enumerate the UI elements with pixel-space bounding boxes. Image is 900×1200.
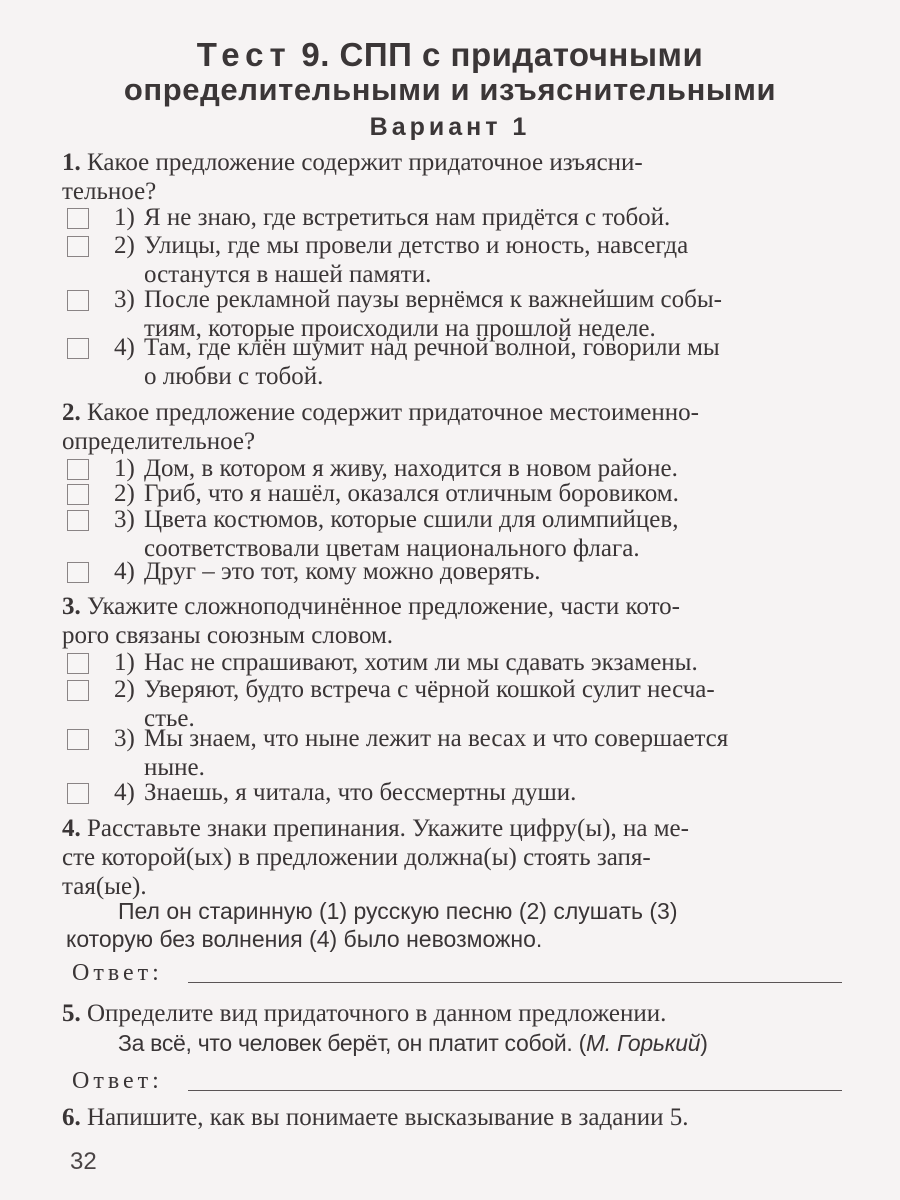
question-5 (62, 999, 842, 1028)
option-number: 4) (114, 334, 135, 361)
option-number: 3) (114, 286, 135, 313)
option-text: Уверяют, будто встреча с чёрной кошкой сулит несча- (144, 676, 715, 703)
question-text-cont: сте которой(ых) в предложении должна(ы) стоять запя- (62, 844, 651, 871)
option-text-cont: соответствовали цветам национального флага. (144, 535, 640, 562)
option-text-cont: о любви с тобой. (144, 363, 324, 390)
test-title-prefix: Тест (196, 36, 292, 73)
option-text-cont: стье. (144, 705, 195, 732)
quote-close: ) (700, 1030, 708, 1056)
question-text-cont: тельное? (62, 178, 157, 205)
question-text-cont: тая(ые). (62, 873, 147, 900)
answer-checkbox[interactable] (67, 208, 89, 229)
quote-author: М. Горький (585, 1030, 701, 1056)
answer-label: Ответ: (72, 1068, 163, 1094)
answer-checkbox[interactable] (67, 510, 89, 531)
test-title-rest: 9. СПП с придаточными (291, 36, 704, 73)
question-2 (62, 398, 842, 456)
option-number: 1) (114, 649, 135, 676)
option-text: Я не знаю, где встретиться нам придётся с тобой. (144, 204, 671, 231)
question-number: 3. (62, 593, 81, 620)
option-number: 4) (114, 779, 135, 806)
question-6 (62, 1103, 842, 1132)
answer-checkbox[interactable] (67, 562, 89, 583)
option-text: Нас не спрашивают, хотим ли мы сдавать экзамены. (144, 649, 698, 676)
quote-sentence (118, 1028, 708, 1058)
q1-option-1[interactable] (62, 203, 842, 233)
question-text-cont: рого связаны союзным словом. (62, 622, 394, 649)
option-text: Улицы, где мы провели детство и юность, навсегда (144, 232, 689, 259)
option-text: После рекламной паузы вернёмся к важнейшим собы- (144, 286, 722, 313)
question-1 (62, 148, 842, 206)
q5-answer[interactable] (72, 1068, 842, 1098)
example-sentence-line1: Пел он старинную (1) русскую песню (2) слушать (3) (118, 898, 678, 924)
option-number: 2) (114, 676, 135, 703)
q2-option-3[interactable] (62, 505, 842, 563)
option-text: Гриб, что я нашёл, оказался отличным боровиком. (144, 480, 679, 507)
option-text: Дом, в котором я живу, находится в новом районе. (144, 455, 678, 482)
answer-checkbox[interactable] (67, 484, 89, 505)
question-text: Напишите, как вы понимаете высказывание в задании 5. (87, 1104, 689, 1131)
question-number: 1. (62, 149, 81, 176)
q3-option-1[interactable] (62, 648, 842, 678)
question-number: 4. (62, 815, 81, 842)
variant-label: Вариант 1 (369, 113, 531, 141)
option-text: Знаешь, я читала, что бессмертны души. (144, 779, 577, 806)
option-text-cont: тиям, которые происходили на прошлой неделе. (144, 315, 656, 342)
option-number: 3) (114, 725, 135, 752)
option-number: 3) (114, 506, 135, 533)
quote-text: За всё, что человек берёт, он платит собой. ( (118, 1030, 586, 1056)
question-number: 5. (62, 1000, 81, 1027)
example-sentence-line2: которую без волнения (4) было невозможно. (66, 926, 543, 952)
question-text: Укажите сложноподчинённое предложение, части кото- (87, 593, 681, 620)
option-text: Мы знаем, что ныне лежит на весах и что совершается (144, 725, 729, 752)
option-text: Цвета костюмов, которые сшили для олимпийцев, (144, 506, 679, 533)
q3-option-4[interactable] (62, 778, 842, 808)
test-title (0, 36, 900, 74)
answer-checkbox[interactable] (67, 338, 89, 359)
question-text: Определите вид придаточного в данном предложении. (87, 1000, 667, 1027)
option-text: Там, где клён шумит над речной волной, говорили мы (144, 334, 720, 361)
question-text-cont: определительное? (62, 428, 256, 455)
option-number: 2) (114, 232, 135, 259)
page-number: 32 (70, 1148, 97, 1175)
answer-checkbox[interactable] (67, 236, 89, 257)
answer-checkbox[interactable] (67, 653, 89, 674)
answer-label: Ответ: (72, 960, 163, 986)
answer-checkbox[interactable] (67, 680, 89, 701)
q1-option-2[interactable] (62, 231, 842, 289)
option-number: 1) (114, 204, 135, 231)
answer-line[interactable] (188, 1090, 842, 1091)
answer-checkbox[interactable] (67, 459, 89, 480)
answer-checkbox[interactable] (67, 783, 89, 804)
answer-checkbox[interactable] (67, 729, 89, 750)
question-text: Какое предложение содержит придаточное изъясни- (87, 149, 643, 176)
question-number: 2. (62, 399, 81, 426)
question-text: Расставьте знаки препинания. Укажите цифру(ы), на ме- (87, 815, 689, 842)
option-number: 4) (114, 558, 135, 585)
question-number: 6. (62, 1104, 81, 1131)
q2-option-4[interactable] (62, 557, 842, 587)
option-number: 1) (114, 455, 135, 482)
answer-line[interactable] (188, 982, 842, 983)
option-text-cont: останутся в нашей памяти. (144, 261, 432, 288)
question-text: Какое предложение содержит придаточное местоименно- (87, 399, 699, 426)
answer-checkbox[interactable] (67, 290, 89, 311)
question-4 (62, 814, 842, 901)
option-number: 2) (114, 480, 135, 507)
option-text: Друг – это тот, кому можно доверять. (144, 558, 541, 585)
question-3 (62, 592, 842, 650)
option-text-cont: ныне. (144, 754, 205, 781)
q3-option-3[interactable] (62, 724, 842, 782)
test-subtitle: определительными и изъяснительными (123, 72, 777, 107)
q1-option-4[interactable] (62, 333, 842, 391)
q4-answer[interactable] (72, 960, 842, 990)
